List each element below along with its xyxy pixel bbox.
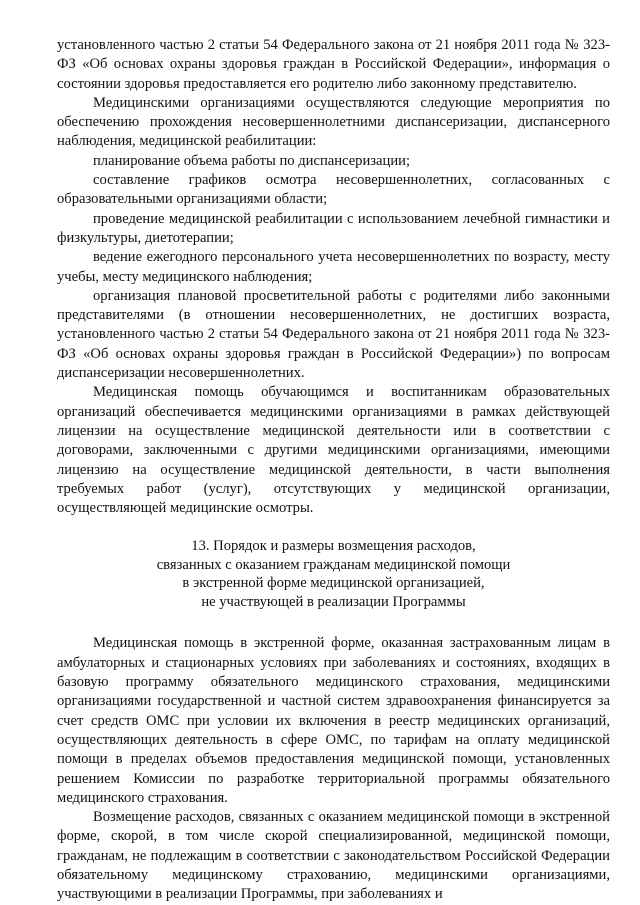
paragraph: организация плановой просветительной работы с родителями либо законными представителями (в отношении несовершеннолетних, не достигших возраста, установленного частью 2 статьи 54 Федерального закона от 21 ноября 2011 года № 323-ФЗ «Об основах охраны здоровья граждан в Российской Федерации») по вопросам диспансеризации несовершеннолетних. [57, 287, 610, 382]
paragraph: составление графиков осмотра несовершеннолетних, согласованных с образовательными организациями области; [57, 172, 610, 208]
heading-line: не участвующей в реализации Программы [201, 593, 466, 610]
paragraph: Медицинскими организациями осуществляются следующие мероприятия по обеспечению прохождения несовершеннолетними диспансеризации, диспансерного наблюдения, медицинской реабилитации: [57, 94, 610, 150]
paragraph: Медицинская помощь в экстренной форме, оказанная застрахованным лицам в амбулаторных и стационарных условиях при заболеваниях и состояниях, входящих в базовую программу обязательного медицинского страхования, медицинскими организациями государственной и частной систем здравоохранения финансируется за счет средств ОМС при условии их включения в реестр медицинских организаций, осуществляющих деятельность в сфере ОМС, по тарифам на оплату медицинской помощи в пределах объемов предоставления медицинской помощи, установленных решением Комиссии по разработке территориальной программы обязательного медицинского страхования. [57, 635, 610, 806]
paragraph: Возмещение расходов, связанных с оказанием медицинской помощи в экстренной форме, скорой, в том числе скорой специализированной, медицинской помощи, гражданам, не подлежащим в соответствии с законодательством Российской Федерации обязательному медицинскому страхованию, медицинскими организациями, участвующими в реализации Программы, при заболеваниях и [57, 809, 610, 903]
bottom-text-block [57, 634, 610, 904]
heading-line: связанных с оказанием гражданам медицинской помощи [156, 556, 511, 573]
paragraph: планирование объема работы по диспансеризации; [93, 152, 411, 169]
paragraph: проведение медицинской реабилитации с использованием лечебной гимнастики и физкультуры, диетотерапии; [57, 210, 610, 246]
paragraph: ведение ежегодного персонального учета несовершеннолетних по возрасту, месту учебы, месту медицинского наблюдения; [57, 249, 610, 285]
heading-line: 13. Порядок и размеры возмещения расходов, [191, 538, 476, 555]
heading-line: в экстренной форме медицинской организацией, [182, 575, 485, 592]
paragraph: установленного частью 2 статьи 54 Федерального закона от 21 ноября 2011 года № 323-ФЗ «Об основах охраны здоровья граждан в Российской Федерации», информация о состоянии здоровья предоставляется его родителю либо законному представителю. [57, 37, 610, 92]
paragraph: Медицинская помощь обучающимся и воспитанникам образовательных организаций обеспечивается медицинскими организациями в рамках действующей лицензии на осуществление медицинской деятельности или в соответствии с договорами, заключенными с другими медицинскими организациями, имеющими лицензию на осуществление медицинской деятельности, в части выполнения требуемых работ (услуг), отсутствующих у медицинской организации, осуществляющей медицинские осмотры. [57, 384, 610, 517]
section-heading [57, 537, 610, 611]
top-text-block [57, 36, 610, 518]
